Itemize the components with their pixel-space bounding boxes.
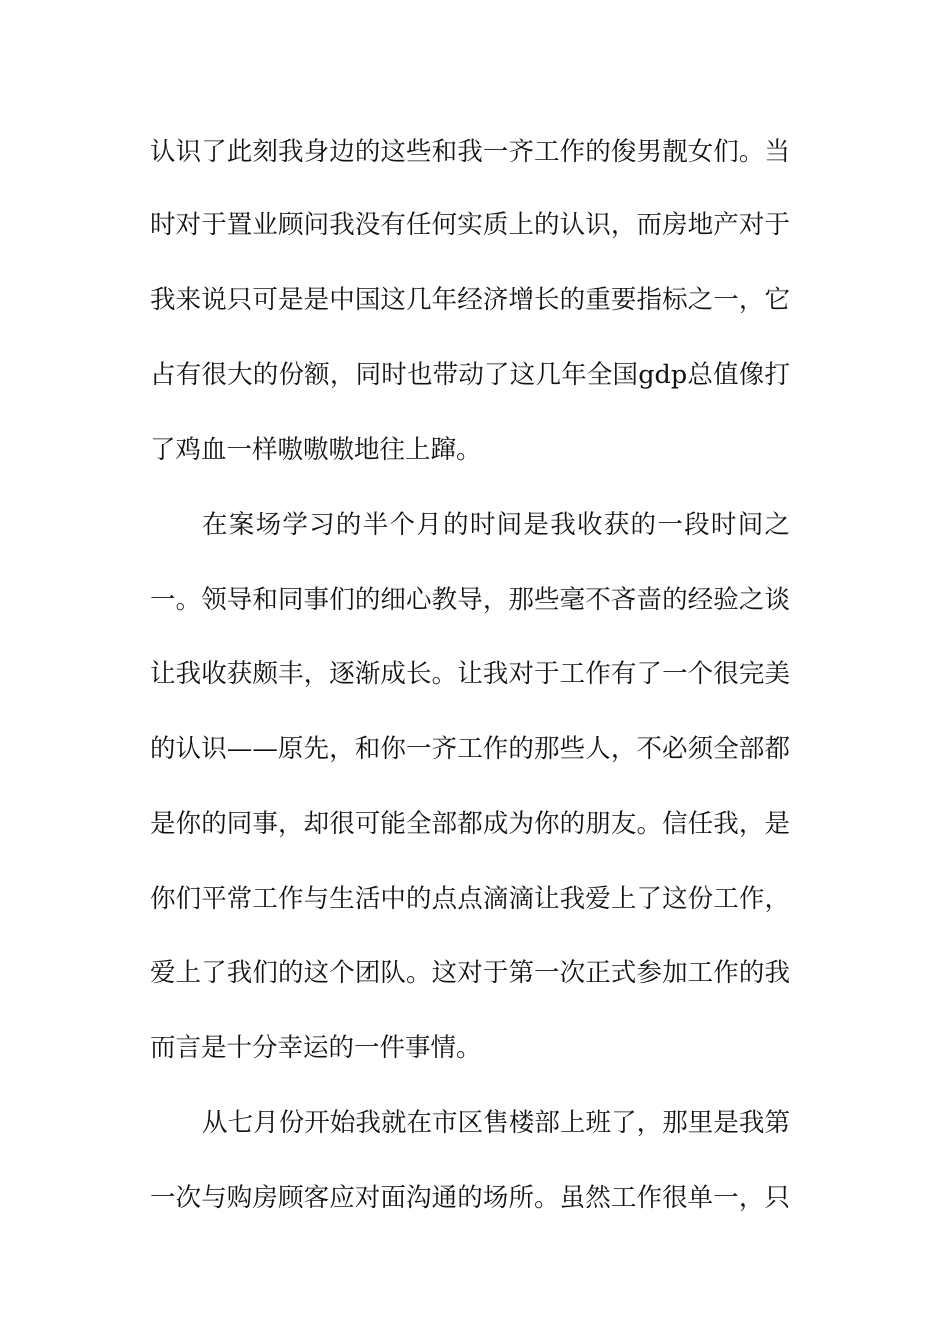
text-line: 了鸡血一样嗷嗷嗷地往上蹿。 xyxy=(150,435,482,465)
text-line: 你们平常工作与生活中的点点滴滴让我爱上了这份工作， xyxy=(150,884,790,914)
text-line: 一次与购房顾客应对面沟通的场所。虽然工作很单一，只 xyxy=(150,1183,790,1213)
text-line: 时对于置业顾问我没有任何实质上的认识，而房地产对于 xyxy=(150,210,790,240)
text-line: 的认识——原先，和你一齐工作的那些人，不必须全部都 xyxy=(150,734,790,764)
text-line: 认识了此刻我身边的这些和我一齐工作的俊男靓女们。当 xyxy=(150,137,790,167)
paragraph-first-line: 从七月份开始我就在市区售楼部上班了，那里是我第 xyxy=(202,1108,790,1138)
text-line: 我来说只可是是中国这几年经济增长的重要指标之一，它 xyxy=(150,285,790,315)
text-line: 是你的同事，却很可能全部都成为你的朋友。信任我，是 xyxy=(150,809,790,839)
text-line: 占有很大的份额，同时也带动了这几年全国gdp总值像打 xyxy=(150,360,790,390)
text-line: 让我收获颇丰，逐渐成长。让我对于工作有了一个很完美 xyxy=(150,659,790,689)
text-line: 爱上了我们的这个团队。这对于第一次正式参加工作的我 xyxy=(150,958,790,988)
text-line: 一。领导和同事们的细心教导，那些毫不吝啬的经验之谈 xyxy=(150,585,790,615)
paragraph-first-line: 在案场学习的半个月的时间是我收获的一段时间之 xyxy=(202,510,790,540)
text-line: 而言是十分幸运的一件事情。 xyxy=(150,1033,482,1063)
